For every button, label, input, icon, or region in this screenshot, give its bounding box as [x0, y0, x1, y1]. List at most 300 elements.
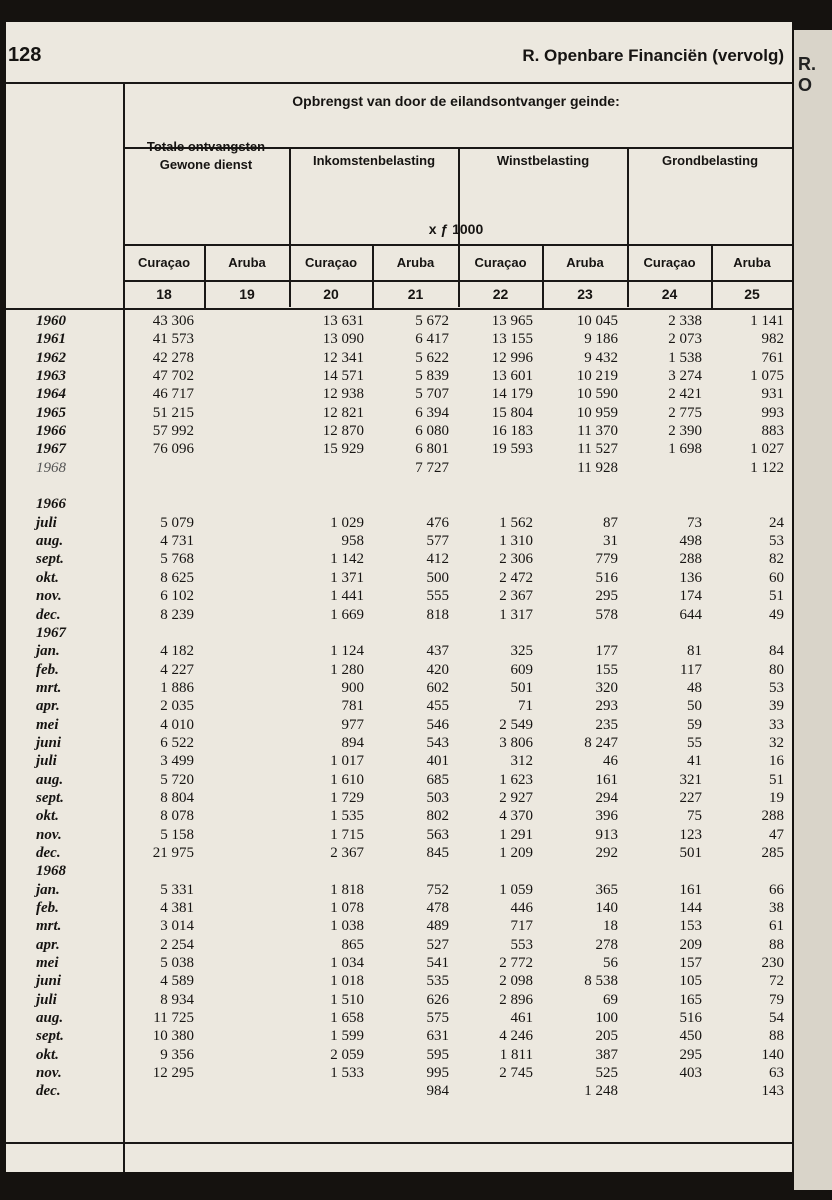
row-label: feb.: [36, 661, 59, 678]
table-cell: 575: [426, 1010, 449, 1027]
table-cell: 5 720: [160, 771, 194, 788]
table-cell: 11 725: [153, 1010, 194, 1027]
table-cell: 1 533: [330, 1065, 364, 1082]
table-row: [6, 862, 792, 880]
table-cell: 153: [679, 918, 702, 935]
table-row: [6, 1064, 792, 1082]
col-divider: [289, 147, 291, 307]
column-number: 25: [744, 286, 760, 302]
table-cell: 631: [426, 1028, 449, 1045]
table-row: [6, 312, 792, 330]
table-cell: 1 122: [750, 459, 784, 476]
table-cell: 13 965: [491, 313, 533, 329]
table-cell: 294: [595, 789, 618, 806]
table-cell: 403: [679, 1065, 702, 1082]
row-label: 1968: [36, 459, 66, 476]
table-cell: 1 075: [750, 368, 784, 385]
header-land-tax: Grondbelasting: [661, 153, 759, 168]
table-row: [6, 367, 792, 385]
row-label: okt.: [36, 1046, 59, 1063]
table-cell: 12 295: [152, 1065, 194, 1082]
table-cell: 779: [595, 551, 618, 568]
table-cell: 984: [426, 1083, 449, 1100]
header-income-tax: Inkomstenbelasting: [312, 153, 436, 168]
table-cell: 752: [426, 881, 449, 898]
row-label: jan.: [36, 881, 60, 898]
row-label: 1963: [36, 368, 66, 385]
table-body: [6, 312, 792, 1101]
table-cell: 8 247: [584, 734, 618, 751]
table-cell: 288: [679, 551, 702, 568]
table-cell: 205: [595, 1028, 618, 1045]
table-cell: 5 839: [415, 368, 449, 385]
table-cell: 5 622: [415, 349, 449, 366]
table-cell: 626: [426, 991, 449, 1008]
table-row: [6, 422, 792, 440]
table-cell: 140: [595, 900, 618, 916]
table-row: [6, 532, 792, 550]
table-cell: 1 124: [330, 643, 364, 660]
table-cell: 609: [510, 661, 533, 678]
table-cell: 1 248: [584, 1083, 618, 1100]
table-cell: 2 367: [499, 588, 533, 605]
table-cell: 56: [603, 955, 618, 972]
table-cell: 14 179: [491, 386, 533, 403]
table-cell: 10 380: [152, 1028, 194, 1045]
table-cell: 161: [679, 881, 702, 898]
table-cell: 2 549: [499, 716, 533, 733]
table-row: [6, 697, 792, 715]
table-cell: 2 772: [499, 955, 533, 972]
row-label: sept.: [36, 1028, 64, 1045]
table-cell: 105: [679, 973, 702, 990]
next-page-edge: R. O: [794, 30, 832, 1190]
table-cell: 500: [426, 569, 449, 586]
table-cell: 19: [769, 789, 784, 806]
table-cell: 1 698: [668, 441, 702, 458]
table-cell: 230: [761, 955, 784, 972]
sub-aruba: Aruba: [733, 255, 771, 270]
row-label: 1960: [36, 313, 66, 329]
table-cell: 79: [769, 991, 784, 1008]
table-cell: 958: [341, 533, 364, 550]
table-cell: 66: [769, 881, 784, 898]
table-row: [6, 550, 792, 568]
table-cell: 1 034: [330, 955, 364, 972]
table-cell: 50: [687, 698, 702, 715]
table-cell: 9 356: [160, 1046, 194, 1063]
header-bottom-rule: [6, 308, 792, 310]
row-label: 1965: [36, 404, 66, 421]
row-label: juli: [36, 753, 57, 770]
table-cell: 209: [679, 936, 702, 953]
table-row: [6, 1046, 792, 1064]
row-label: 1966: [36, 496, 66, 513]
column-number: 21: [407, 286, 424, 302]
table-cell: 174: [679, 588, 702, 605]
table-cell: 2 745: [499, 1065, 533, 1082]
table-row: [6, 459, 792, 477]
table-cell: 6 801: [415, 441, 449, 458]
table-cell: 2 390: [668, 423, 702, 440]
table-cell: 46: [603, 753, 618, 770]
table-cell: 144: [679, 900, 702, 916]
table-cell: 31: [603, 533, 618, 550]
row-label: juli: [36, 514, 57, 531]
table-cell: 12 821: [322, 404, 364, 421]
table-cell: 1 317: [499, 606, 533, 623]
row-label: okt.: [36, 808, 59, 825]
row-label: mei: [36, 716, 59, 733]
table-cell: 894: [341, 734, 364, 751]
table-cell: 461: [510, 1010, 533, 1027]
table-row: [6, 899, 792, 917]
table-cell: 295: [595, 588, 618, 605]
table-cell: 11 928: [577, 459, 618, 476]
table-cell: 19 593: [491, 441, 533, 458]
table-cell: 41: [687, 753, 702, 770]
header-profit-tax: Winstbelasting: [496, 153, 590, 168]
table-cell: 82: [769, 551, 784, 568]
table-cell: 1 562: [499, 514, 533, 531]
table-cell: 165: [679, 991, 702, 1008]
table-cell: 2 472: [499, 569, 533, 586]
table-cell: 12 938: [322, 386, 364, 403]
table-cell: 292: [595, 844, 618, 861]
table-cell: 555: [426, 588, 449, 605]
table-cell: 3 014: [160, 918, 194, 935]
row-label: feb.: [36, 900, 59, 916]
table-cell: 1 310: [499, 533, 533, 550]
table-cell: 7 727: [415, 459, 449, 476]
table-row: [6, 844, 792, 862]
table-cell: 1 059: [499, 881, 533, 898]
table-cell: 6 522: [160, 734, 194, 751]
table-cell: 2 421: [668, 386, 702, 403]
row-label: sept.: [36, 551, 64, 568]
table-cell: 8 078: [160, 808, 194, 825]
row-label: mrt.: [36, 918, 62, 935]
table-cell: 100: [595, 1010, 618, 1027]
table-row: [6, 606, 792, 624]
table-cell: 51 215: [152, 404, 194, 421]
table-cell: 295: [679, 1046, 702, 1063]
row-label: aug.: [36, 771, 64, 788]
table-cell: 4 370: [499, 808, 533, 825]
table-cell: 84: [769, 643, 784, 660]
table-cell: 14 571: [322, 368, 364, 385]
table-row: [6, 569, 792, 587]
table-cell: 4 010: [160, 716, 194, 733]
table-cell: 15 804: [491, 404, 533, 421]
table-cell: 1 535: [330, 808, 364, 825]
table-cell: 55: [687, 734, 702, 751]
table-row: [6, 1027, 792, 1045]
running-head: R. Openbare Financiën (vervolg): [522, 46, 784, 65]
table-cell: 1 658: [330, 1010, 364, 1027]
table-cell: 563: [426, 826, 449, 843]
table-cell: 69: [603, 991, 618, 1008]
table-cell: 42 278: [152, 349, 194, 366]
row-label: mei: [36, 955, 59, 972]
table-cell: 802: [426, 808, 449, 825]
table-cell: 845: [426, 844, 449, 861]
table-cell: 396: [595, 808, 618, 825]
table-cell: 9 186: [584, 331, 618, 348]
table-cell: 16 183: [491, 423, 533, 440]
table-cell: 503: [426, 789, 449, 806]
table-cell: 527: [426, 936, 449, 953]
table-cell: 6 417: [415, 331, 449, 348]
table-cell: 325: [510, 643, 533, 660]
table-cell: 982: [761, 331, 784, 348]
table-row: [6, 826, 792, 844]
row-label: 1968: [36, 863, 66, 880]
table-cell: 913: [595, 826, 618, 843]
table-cell: 8 804: [160, 789, 194, 806]
table-cell: 177: [595, 643, 618, 660]
table-cell: 3 806: [499, 734, 533, 751]
column-number: 24: [661, 286, 678, 302]
table-cell: 478: [426, 900, 449, 916]
table-cell: 13 631: [322, 313, 364, 329]
table-row: [6, 514, 792, 532]
table-cell: 4 182: [160, 643, 194, 660]
table-cell: 5 672: [415, 313, 449, 329]
row-label: apr.: [36, 936, 60, 953]
table-cell: 4 227: [160, 661, 194, 678]
table-cell: 140: [761, 1046, 784, 1063]
sub-aruba: Aruba: [566, 255, 604, 270]
table-cell: 321: [679, 771, 702, 788]
table-cell: 59: [687, 716, 702, 733]
table-cell: 88: [769, 936, 784, 953]
row-label: mrt.: [36, 679, 62, 696]
table-cell: 9 432: [584, 349, 618, 366]
table-cell: 4 246: [499, 1028, 533, 1045]
table-cell: 51: [769, 588, 784, 605]
table-cell: 1 018: [330, 973, 364, 990]
table-cell: 977: [341, 716, 364, 733]
table-cell: 24: [769, 514, 784, 531]
table-cell: 525: [595, 1065, 618, 1082]
table-cell: 446: [510, 900, 533, 916]
table-cell: 2 073: [668, 331, 702, 348]
table-cell: 5 079: [160, 514, 194, 531]
group-title: Opbrengst van door de eilandsontvanger geinde:: [292, 93, 620, 109]
table-row: [6, 349, 792, 367]
column-number: 19: [239, 286, 255, 302]
table-cell: 535: [426, 973, 449, 990]
table-cell: 993: [761, 404, 784, 421]
table-row: [6, 972, 792, 990]
table-row: [6, 330, 792, 348]
table-cell: 15 929: [322, 441, 364, 458]
table-cell: 900: [341, 679, 364, 696]
table-cell: 39: [769, 698, 784, 715]
page-number: 128: [8, 44, 42, 66]
table-cell: 489: [426, 918, 449, 935]
sub-curacao: Curaçao: [137, 255, 191, 270]
table-cell: 18: [603, 918, 618, 935]
table-cell: 6 394: [415, 404, 449, 421]
table-cell: 8 934: [160, 991, 194, 1008]
sub-curacao: Curaçao: [304, 255, 358, 270]
table-cell: 13 090: [322, 331, 364, 348]
table-cell: 33: [769, 716, 784, 733]
table-cell: 577: [426, 533, 449, 550]
table-cell: 685: [426, 771, 449, 788]
row-label: 1961: [36, 331, 66, 348]
unit-label: x ƒ 1000: [428, 221, 484, 237]
table-cell: 1 017: [330, 753, 364, 770]
table-row: [6, 789, 792, 807]
table-cell: 53: [769, 679, 784, 696]
table-cell: 455: [426, 698, 449, 715]
table-cell: 2 338: [668, 313, 702, 329]
table-row: [6, 771, 792, 789]
table-cell: 88: [769, 1028, 784, 1045]
table-cell: 883: [761, 423, 784, 440]
table-cell: 2 896: [499, 991, 533, 1008]
col-divider: [627, 147, 629, 307]
table-cell: 1 729: [330, 789, 364, 806]
table-cell: 5 331: [160, 881, 194, 898]
table-row: [6, 936, 792, 954]
table-cell: 53: [769, 533, 784, 550]
table-cell: 320: [595, 679, 618, 696]
table-cell: 498: [679, 533, 702, 550]
table-cell: 401: [426, 753, 449, 770]
sub-curacao: Curaçao: [474, 255, 527, 270]
table-cell: 16: [769, 753, 784, 770]
row-label: 1966: [36, 423, 66, 440]
table-cell: 123: [679, 826, 702, 843]
table-cell: 1 027: [750, 441, 784, 458]
table-cell: 2 927: [499, 789, 533, 806]
table-cell: 73: [687, 514, 702, 531]
table-cell: 5 768: [160, 551, 194, 568]
table-cell: 5 158: [160, 826, 194, 843]
table-cell: 501: [679, 844, 702, 861]
table-cell: 5 707: [415, 386, 449, 403]
table-cell: 2 254: [160, 936, 194, 953]
table-cell: 1 371: [330, 569, 364, 586]
row-label: okt.: [36, 569, 59, 586]
table-cell: 10 590: [576, 386, 618, 403]
table-cell: 1 209: [499, 844, 533, 861]
table-cell: 1 141: [750, 313, 784, 329]
table-cell: 501: [510, 679, 533, 696]
table-row: [6, 734, 792, 752]
table-cell: 285: [761, 844, 784, 861]
table-cell: 1 886: [160, 679, 194, 696]
table-row: [6, 404, 792, 422]
column-number: 18: [156, 286, 172, 302]
row-label: 1962: [36, 349, 66, 366]
table-row: [6, 716, 792, 734]
row-label: aug.: [36, 1010, 64, 1027]
table-cell: 12 870: [322, 423, 364, 440]
table-row: [6, 495, 792, 513]
table-cell: 61: [769, 918, 784, 935]
table-row: [6, 752, 792, 770]
table-cell: 8 625: [160, 569, 194, 586]
table-cell: 161: [595, 771, 618, 788]
table-row: [6, 881, 792, 899]
table-row: [6, 624, 792, 642]
table-cell: 54: [769, 1010, 784, 1027]
table-cell: 3 499: [160, 753, 194, 770]
table-cell: 781: [341, 698, 364, 715]
table-row: [6, 587, 792, 605]
row-label: aug.: [36, 533, 64, 550]
table-cell: 10 219: [576, 368, 618, 385]
table-cell: 420: [426, 661, 449, 678]
table-cell: 5 038: [160, 955, 194, 972]
table-cell: 2 059: [330, 1046, 364, 1063]
sub-curacao: Curaçao: [643, 255, 696, 270]
sub-aruba: Aruba: [228, 255, 266, 270]
table-row: [6, 991, 792, 1009]
table-cell: 80: [769, 661, 784, 678]
table-cell: 1 538: [668, 349, 702, 366]
table-row: [6, 917, 792, 935]
table-cell: 717: [510, 918, 533, 935]
bottom-rule: [6, 1142, 792, 1144]
table-cell: 143: [761, 1083, 784, 1100]
table-cell: 227: [679, 789, 702, 806]
table-cell: 87: [603, 514, 618, 531]
row-label: juni: [36, 734, 62, 751]
row-label: jan.: [36, 643, 60, 660]
table-cell: 12 341: [322, 349, 364, 366]
table-cell: 2 775: [668, 404, 702, 421]
row-label: sept.: [36, 789, 64, 806]
table-row: [6, 385, 792, 403]
table-cell: 2 367: [330, 844, 364, 861]
table-cell: 1 599: [330, 1028, 364, 1045]
row-label: nov.: [36, 1065, 62, 1082]
table-cell: 51: [769, 771, 784, 788]
sub-aruba: Aruba: [396, 255, 435, 270]
table-row: [6, 477, 792, 495]
table-cell: 75: [687, 808, 702, 825]
table-cell: 57 992: [152, 423, 194, 440]
table-cell: 21 975: [152, 844, 194, 861]
table-cell: 4 381: [160, 900, 194, 916]
row-label: 1964: [36, 386, 66, 403]
table-cell: 1 038: [330, 918, 364, 935]
table-cell: 2 098: [499, 973, 533, 990]
table-cell: 288: [761, 808, 784, 825]
row-label: 1967: [36, 441, 66, 458]
table-cell: 516: [595, 569, 618, 586]
row-label: nov.: [36, 826, 62, 843]
table-cell: 46 717: [152, 386, 194, 403]
table-cell: 1 510: [330, 991, 364, 1008]
table-row: [6, 954, 792, 972]
table-cell: 312: [510, 753, 533, 770]
table-cell: 157: [679, 955, 702, 972]
table-cell: 13 155: [491, 331, 533, 348]
table-cell: 117: [680, 661, 702, 678]
table-cell: 8 538: [584, 973, 618, 990]
table-cell: 8 239: [160, 606, 194, 623]
table-cell: 761: [761, 349, 784, 366]
table-cell: 13 601: [491, 368, 533, 385]
table-cell: 995: [426, 1065, 449, 1082]
